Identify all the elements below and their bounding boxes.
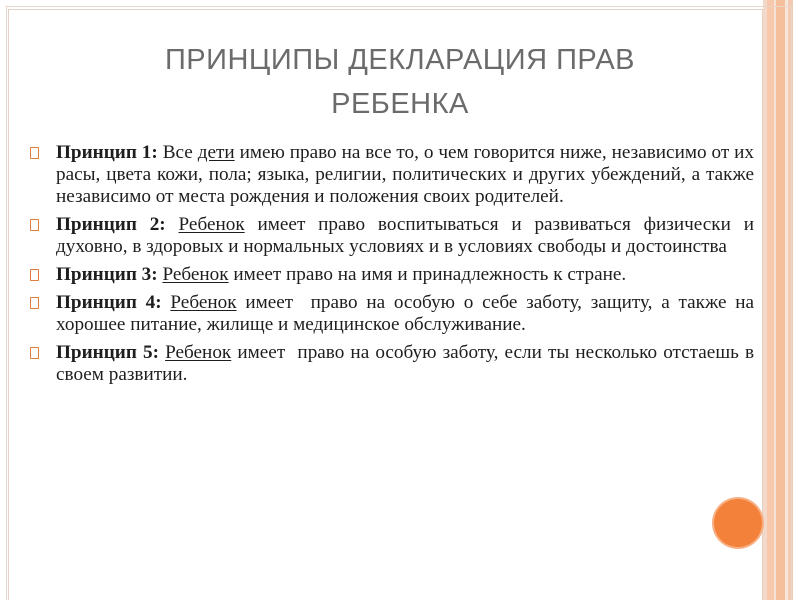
principle-1: [30, 142, 754, 208]
principle-subject: Ребенок: [178, 214, 245, 235]
principle-subject-prefix: Все: [162, 142, 193, 163]
title-line-2: РЕБЕНКА: [331, 88, 469, 120]
principle-text: имею право на все то, о чем говорится ниже, независимо от их расы, цвета кожи, пола; языка, религии, политических и других убеждений, а также независимо от места рождения и положения своих родителей.: [56, 142, 755, 207]
principles-list: [30, 142, 759, 392]
bullet-icon: [30, 219, 39, 231]
principle-label: Принцип 3:: [56, 264, 158, 285]
accent-circle: [714, 499, 762, 547]
principle-3: [30, 264, 754, 286]
principle-subject: Ребенок: [165, 342, 232, 363]
principle-label: Принцип 4:: [56, 292, 162, 313]
principle-subject: Ребенок: [170, 292, 237, 313]
principle-5: [30, 342, 759, 386]
title-line-1: ПРИНЦИПЫ ДЕКЛАРАЦИЯ ПРАВ: [164, 44, 636, 76]
principle-text: имеет право на особую заботу, если ты несколько отстаешь в своем развитии.: [56, 342, 759, 385]
principle-label: Принцип 1:: [56, 142, 158, 163]
principle-subject: дети: [197, 142, 235, 163]
principle-2: [30, 214, 754, 258]
principle-label: Принцип 2:: [56, 214, 166, 235]
principle-text: имеет право на имя и принадлежность к стране.: [233, 264, 627, 285]
bullet-icon: [30, 297, 39, 309]
bullet-icon: [30, 269, 39, 281]
principle-text: имеет право воспитываться и развиваться физически и духовно, в здоровых и нормальных условиях и в условиях свободы и достоинства: [56, 214, 754, 257]
slide-title: [60, 38, 740, 126]
principle-4: [30, 292, 759, 336]
principle-label: Принцип 5:: [56, 342, 159, 363]
principle-subject: Ребенок: [162, 264, 229, 285]
principle-text: имеет право на особую о себе заботу, защиту, а также на хорошее питание, жилище и медицинское обслуживание.: [56, 292, 759, 335]
bullet-icon: [30, 147, 39, 159]
bullet-icon: [30, 347, 39, 359]
